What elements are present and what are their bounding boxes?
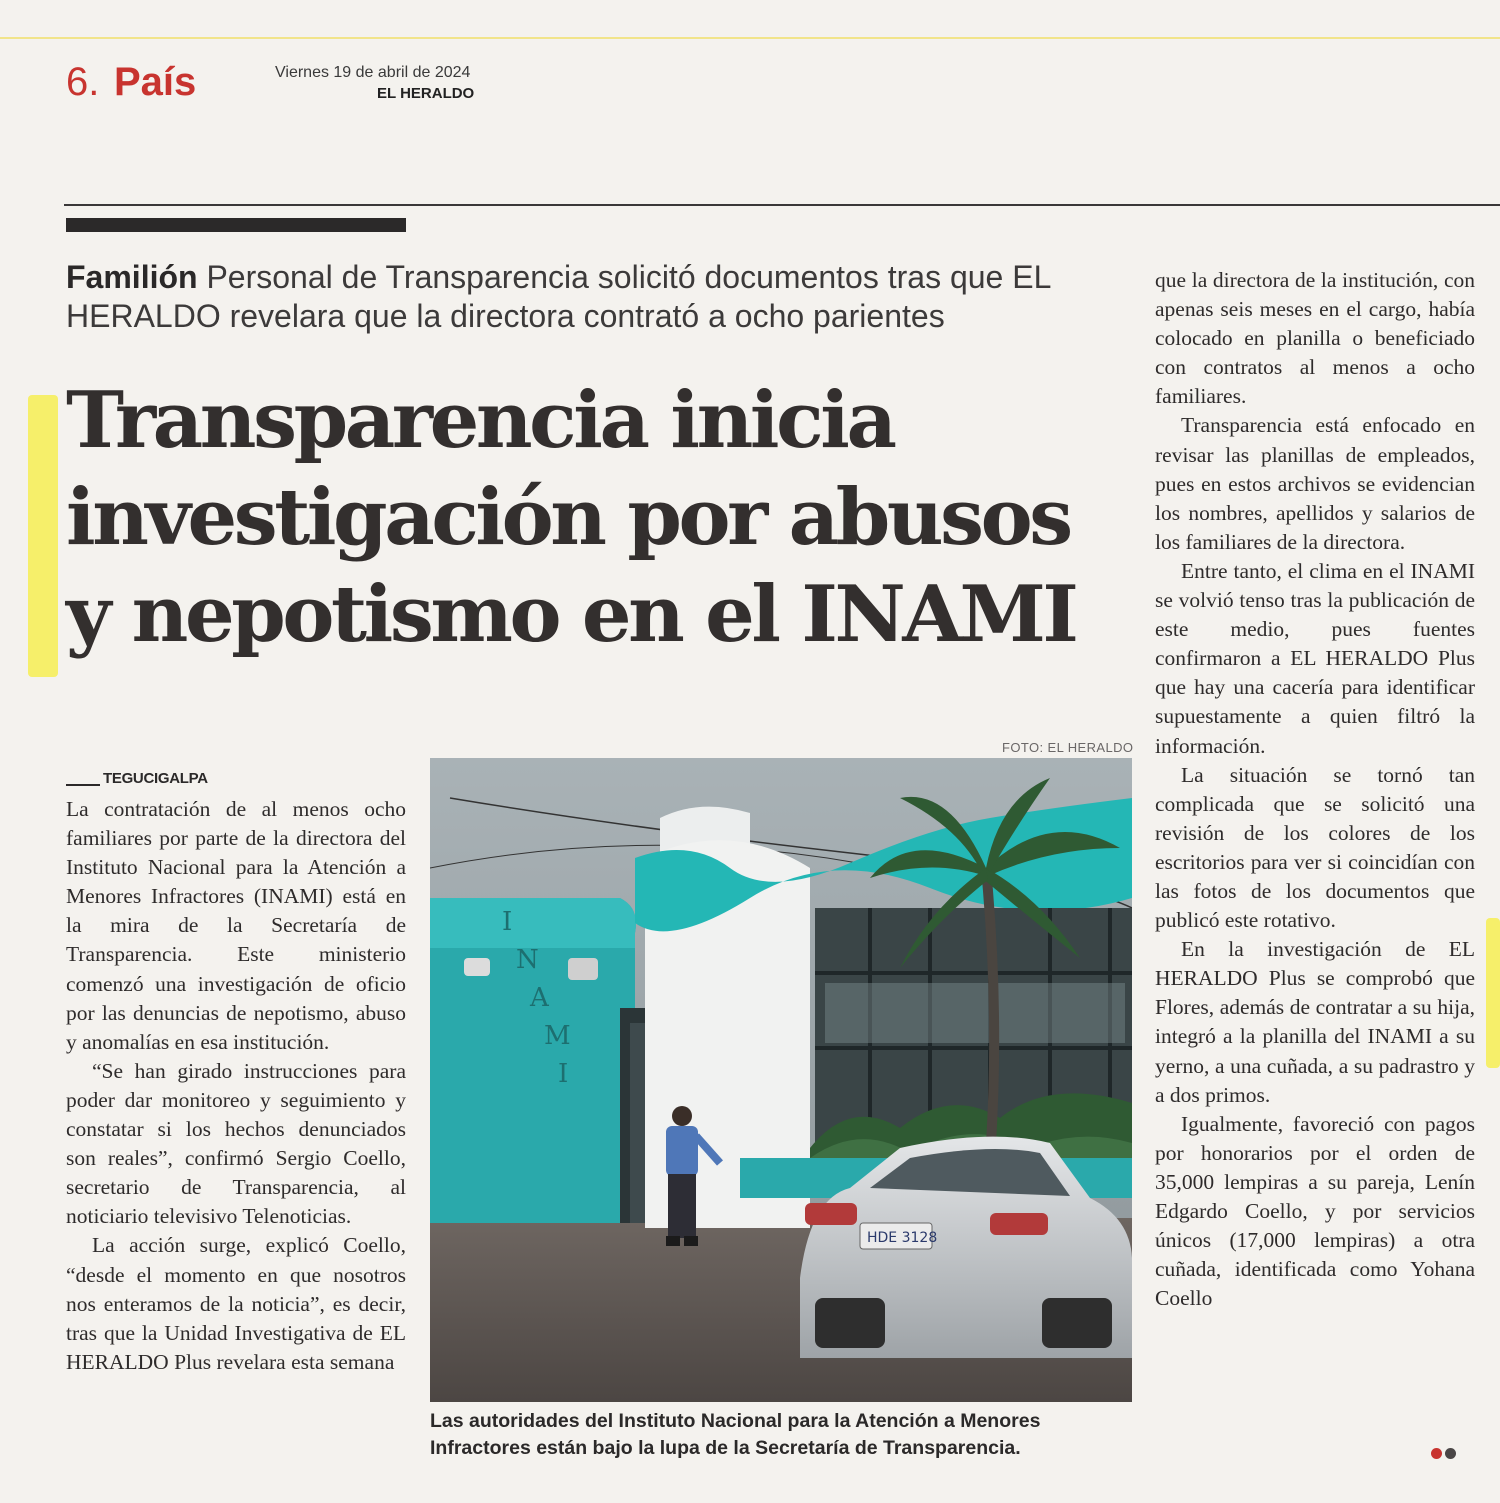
end-dot-gray [1445, 1448, 1456, 1459]
page-number: 6. [66, 60, 100, 104]
paragraph: “Se han girado instrucciones para poder dar monitoreo y seguimiento y constatar si los hechos denunciados son reales”, confirmó Sergio Coello, secretario de Transparencia, al noticiario televisivo Telenoticias. [66, 1058, 406, 1229]
newspaper-name: EL HERALDO [377, 85, 475, 102]
highlighter-mark-left [28, 395, 58, 677]
photo-credit: FOTO: EL HERALDO [1002, 740, 1134, 755]
kicker [66, 258, 1141, 336]
paragraph: La situación se tornó tan complicada que se solicitó una revisión de los colores de los escritorios para ver si coincidían con las fotos de los documentos que publicó este rotativo. [1155, 762, 1475, 933]
photo-illustration [430, 758, 1132, 1402]
dateline-bar [66, 784, 100, 786]
headline-line-3: y nepotismo en el INAMI [66, 569, 1076, 660]
sign-letter: A [530, 983, 549, 1013]
license-plate: HDE 3128 [867, 1230, 938, 1246]
article-top-bar [66, 218, 406, 232]
section-title: País [114, 60, 197, 104]
top-edge-line [0, 37, 1500, 39]
article-column-1 [66, 795, 406, 1377]
paragraph: La contratación de al menos ocho familiares por parte de la directora del Instituto Nacional para la Atención a Menores Infractores (INAMI) está en la mira de la Secretaría de Transparencia. Este ministerio comenzó una investigación de oficio por las denuncias de nepotismo, abuso y anomalías en esa institución. [66, 797, 406, 1054]
headline-line-2: investigación por abusos [66, 472, 1070, 563]
end-of-article-mark [1431, 1446, 1461, 1458]
end-dot-red [1431, 1448, 1442, 1459]
issue-date: Viernes 19 de abril de 2024 [275, 64, 471, 81]
photo-caption: Las autoridades del Instituto Nacional para la Atención a Menores Infractores están bajo la lupa de la Secretaría de Transparencia. [430, 1410, 1041, 1459]
paragraph: Entre tanto, el clima en el INAMI se volvió tenso tras la publicación de este medio, pues fuentes confirmaron a EL HERALDO Plus que hay una cacería para identificar supuestamente a quien filtró la información. [1155, 558, 1475, 758]
paragraph: La acción surge, explicó Coello, “desde el momento en que nosotros nos enteramos de la noticia”, es decir, tras que la Unidad Investigativa de EL HERALDO Plus revelara esta semana [66, 1233, 406, 1374]
sign-letter: M [544, 1021, 571, 1051]
headline [66, 372, 1146, 663]
headline-line-1: Transparencia inicia [66, 375, 894, 466]
sign-letter: I [558, 1059, 569, 1089]
kicker-label: Familión [66, 259, 198, 295]
paragraph: Transparencia está enfocado en revisar las planillas de empleados, pues en estos archivos se evidencian los nombres, apellidos y salarios de los familiares de la directora. [1155, 413, 1475, 554]
highlighter-mark-right [1486, 918, 1500, 1068]
sign-letter: N [516, 945, 539, 975]
paragraph: Igualmente, favoreció con pagos por honorarios por el orden de 35,000 lempiras a su pareja, Lenín Edgardo Coello, y por servicios únicos (17,000 lempiras) a otra cuñada, identificada como Yohana Coello [1155, 1111, 1475, 1311]
sign-letter: I [502, 907, 513, 937]
article-column-3 [1155, 266, 1475, 1313]
article-photo [430, 758, 1132, 1402]
header-rule [64, 204, 1500, 206]
paragraph: que la directora de la institución, con apenas seis meses en el cargo, había colocado en planilla o beneficiado con contratos al menos a ocho familiares. [1155, 268, 1475, 409]
dateline: TEGUCIGALPA [103, 770, 208, 787]
kicker-text: Personal de Transparencia solicitó documentos tras que EL HERALDO revelara que la directora contrató a ocho parientes [66, 259, 1051, 334]
paragraph: En la investigación de EL HERALDO Plus se comprobó que Flores, además de contratar a su hija, integró a la planilla del INAMI a su yerno, a una cuñada, a su padrastro y a dos primos. [1155, 937, 1475, 1107]
